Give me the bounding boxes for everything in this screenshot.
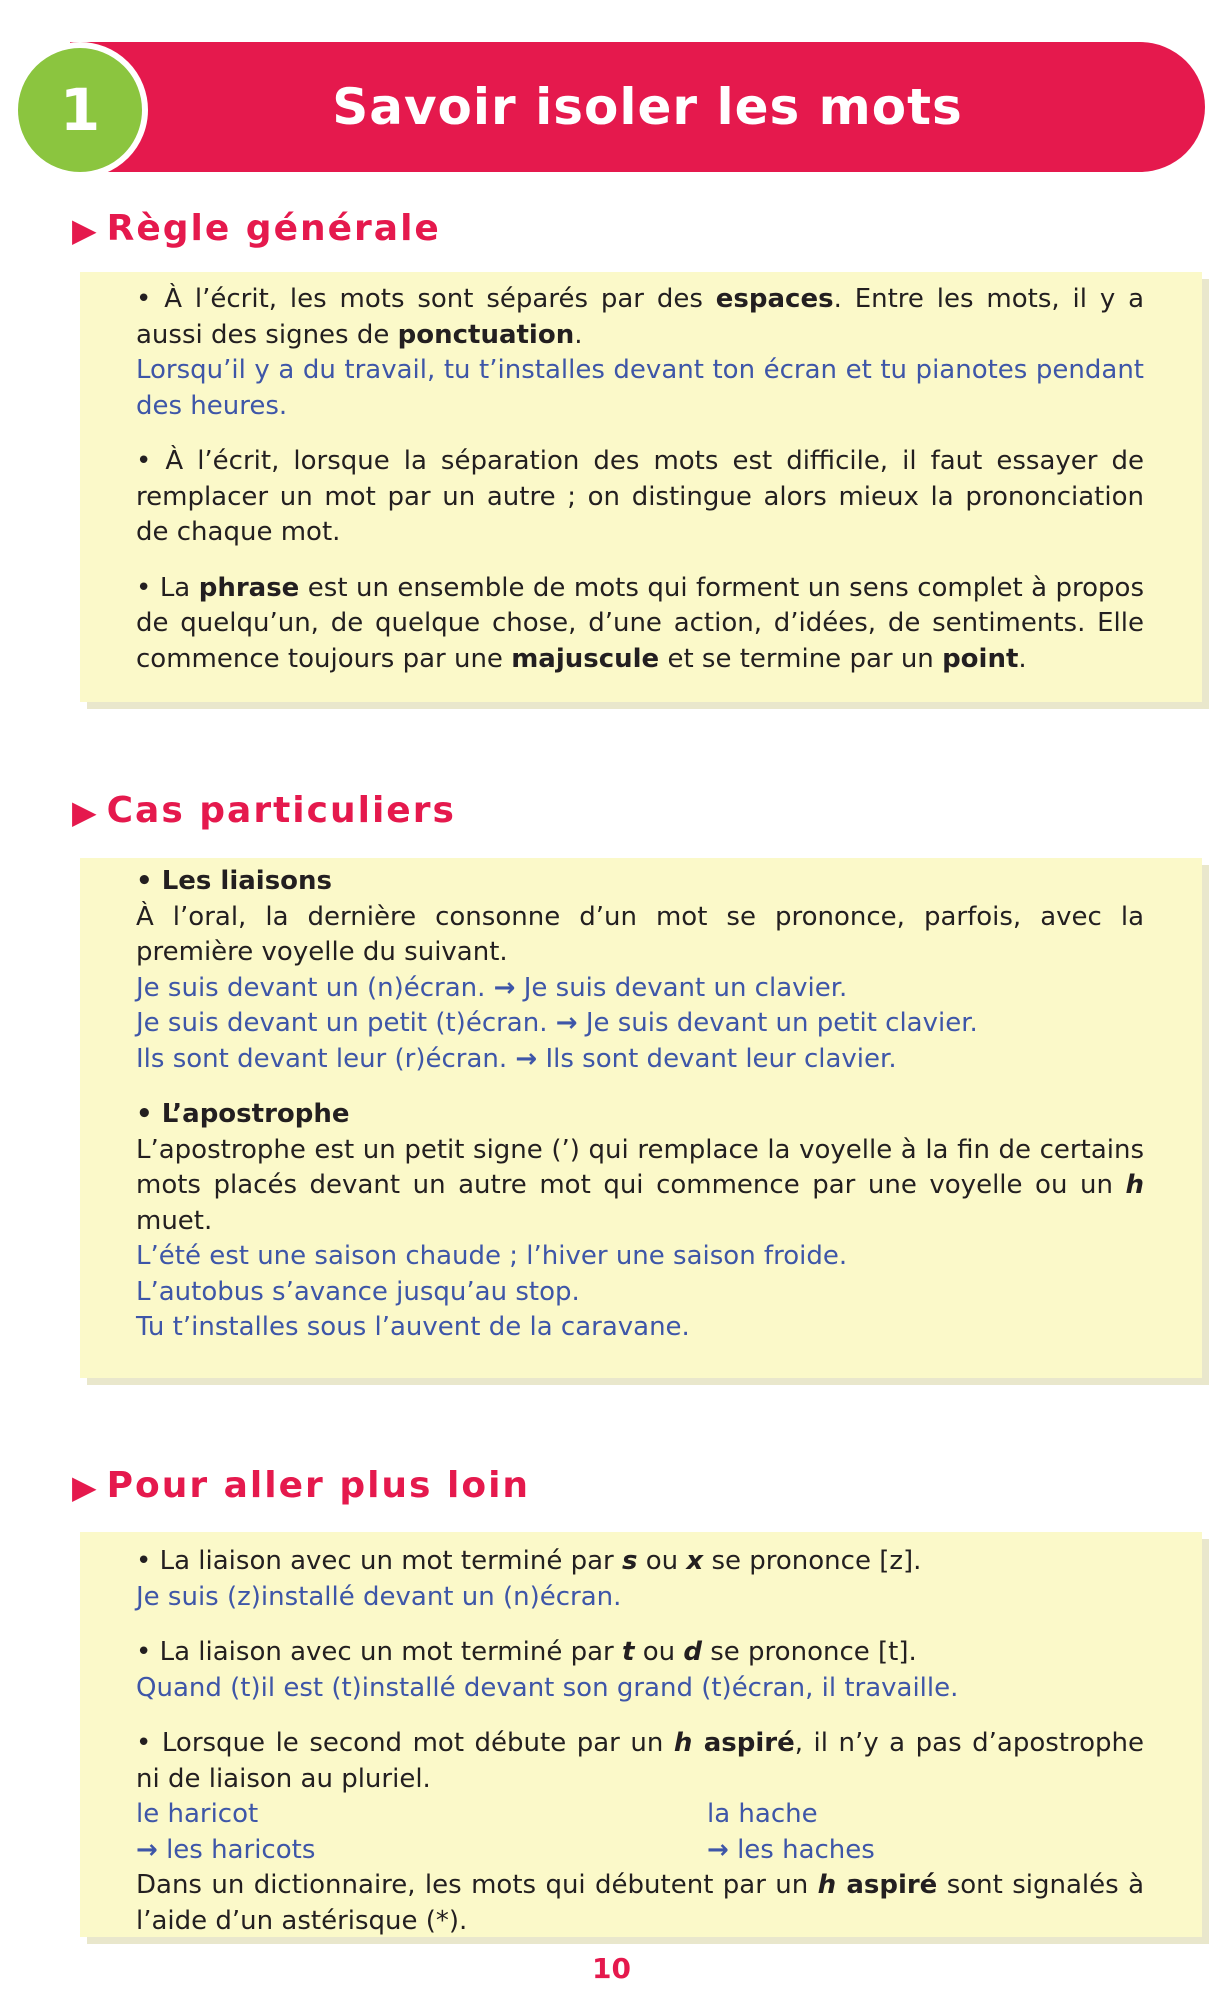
regle-paragraph-2: • À l’écrit, lorsque la séparation des mots est difficile, il faut essayer de remplacer un mot par un autre ; on distingue alors mieux la prononciation de chaque mot. xyxy=(136,446,1144,547)
example-line: Je suis devant un petit (t)écran. → Je suis devant un petit clavier. xyxy=(136,1008,978,1038)
loin-paragraph-1: • La liaison avec un mot terminé par s ou x se prononce [z]. Je suis (z)installé devant un (n)écran. xyxy=(136,1546,922,1612)
chapter-header xyxy=(70,42,1205,172)
example-line: L’été est une saison chaude ; l’hiver une saison froide. xyxy=(136,1241,848,1271)
example-line: Ils sont devant leur (r)écran. → Ils sont devant leur clavier. xyxy=(136,1043,897,1074)
section-title-loin: ▶ Pour aller plus loin xyxy=(72,1465,531,1506)
chapter-number-badge: 1 xyxy=(12,42,148,178)
section-title-regle: ▶ Règle générale xyxy=(72,208,441,249)
triangle-arrow-icon: ▶ xyxy=(72,211,99,249)
loin-paragraph-2: • La liaison avec un mot terminé par t ou d se prononce [t]. Quand (t)il est (t)installé devant son grand (t)écran, il travaille. xyxy=(136,1637,959,1703)
right-arrow-icon: → xyxy=(555,1008,578,1038)
example-line: Je suis devant un (n)écran. → Je suis devant un clavier. xyxy=(136,972,848,1003)
example-line: Je suis (z)installé devant un (n)écran. xyxy=(136,1581,622,1612)
chapter-title: Savoir isoler les mots xyxy=(332,78,963,136)
triangle-arrow-icon: ▶ xyxy=(72,793,99,831)
right-arrow-icon: → xyxy=(493,972,516,1003)
right-arrow-icon: → xyxy=(136,1834,158,1865)
triangle-arrow-icon: ▶ xyxy=(72,1468,99,1506)
example-line: Tu t’installes sous l’auvent de la caravane. xyxy=(136,1312,690,1342)
example-line: le haricot → les haricots la hache → les haches xyxy=(136,1799,875,1865)
right-arrow-icon: → xyxy=(707,1834,729,1865)
loin-paragraph-3: • Lorsque le second mot débute par un h aspiré, il n’y a pas d’apostrophe ni de liaison au pluriel. xyxy=(136,1728,1145,1794)
section-title-cas: ▶ Cas particuliers xyxy=(72,790,456,831)
cas-box xyxy=(80,858,1202,1378)
page-number: 10 xyxy=(592,1952,631,1985)
regle-paragraph-3: • La phrase est un ensemble de mots qui forment un sens complet à propos de quelqu’un, de quelque chose, d’une action, d’idées, de sentiments. Elle commence toujours par une majuscule et se termine par un point. xyxy=(136,572,1145,674)
loin-paragraph-3-end: Dans un dictionnaire, les mots qui débutent par un h aspiré sont signalés à l’aide d’un astérisque (*). xyxy=(136,1870,1144,1936)
example-text: Lorsqu’il y a du travail, tu t’installes devant ton écran et tu pianotes pendant des heures. xyxy=(136,355,1144,421)
example-line: Quand (t)il est (t)installé devant son grand (t)écran, il travaille. xyxy=(136,1672,959,1703)
liaisons-block: • Les liaisons À l’oral, la dernière consonne d’un mot se prononce, parfois, avec la première voyelle du suivant. Je suis devant un (n)écran. → Je suis devant un clavier. Je suis devant un petit (t)écran. → Je suis devant un petit clavier. Ils sont devant leur (r)écran. → Ils sont devant leur clavier. xyxy=(136,866,1144,1074)
apostrophe-heading: L’apostrophe xyxy=(161,1099,350,1129)
liaisons-heading: Les liaisons xyxy=(161,866,333,896)
regle-box xyxy=(80,272,1202,702)
regle-paragraph-1: • À l’écrit, les mots sont séparés par des espaces. Entre les mots, il y a aussi des signes de ponctuation. Lorsqu’il y a du travail, tu t’installes devant ton écran et tu pianotes pendant des heures. xyxy=(136,284,1145,421)
example-line: L’autobus s’avance jusqu’au stop. xyxy=(136,1276,580,1307)
right-arrow-icon: → xyxy=(515,1043,538,1074)
loin-box xyxy=(80,1532,1202,1937)
apostrophe-block: • L’apostrophe L’apostrophe est un petit signe (’) qui remplace la voyelle à la fin de certains mots placés devant un autre mot qui commence par une voyelle ou un h muet. L’été est une saison chaude ; l’hiver une saison froide. L’autobus s’avance jusqu’au stop. Tu t’installes sous l’auvent de la caravane. xyxy=(136,1099,1144,1342)
